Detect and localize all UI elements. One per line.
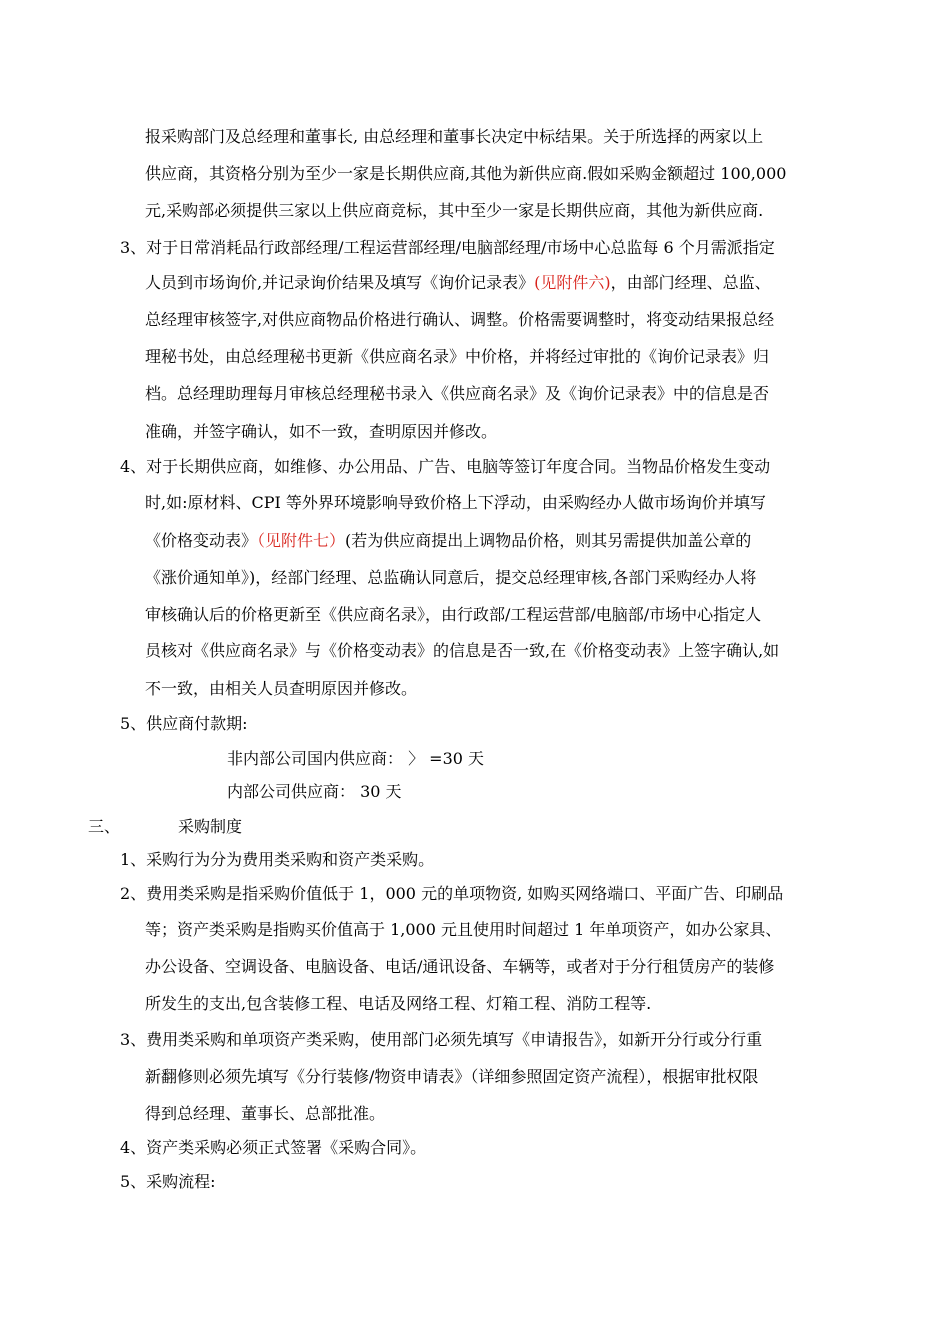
list-item-1: 1、采购行为分为费用类采购和资产类采购。: [120, 850, 435, 869]
section-heading: 采购制度: [178, 817, 243, 836]
text-line: 得到总经理、董事长、总部批准。: [145, 1104, 386, 1123]
list-item-5: 5、采购流程:: [120, 1172, 216, 1191]
list-item-3: 3、费用类采购和单项资产类采购，使用部门必须先填写《申请报告》，如新开分行或分行重: [120, 1030, 763, 1049]
text-line: 《涨价通知单》)，经部门经理、总监确认同意后，提交总经理审核,各部门采购经办人将: [145, 568, 757, 587]
text-line: 新翻修则必须先填写《分行装修/物资申请表》（详细参照固定资产流程），根据审批权限: [145, 1067, 759, 1086]
payment-term-domestic: 非内部公司国内供应商： 〉 =30 天: [227, 749, 485, 768]
text-line: 元,采购部必须提供三家以上供应商竞标，其中至少一家是长期供应商，其他为新供应商.: [145, 201, 764, 220]
list-item-5: 5、供应商付款期:: [120, 714, 248, 733]
attachment-reference: （见附件七）: [257, 531, 346, 550]
text-line: 《价格变动表》（见附件七）(若为供应商提出上调物品价格，则其另需提供加盖公章的: [145, 531, 752, 550]
text-line: 不一致，由相关人员查明原因并修改。: [145, 679, 418, 698]
text-line: 理秘书处，由总经理秘书更新《供应商名录》中价格，并将经过审批的《询价记录表》归: [145, 347, 770, 366]
text-line: 所发生的支出,包含装修工程、电话及网络工程、灯箱工程、消防工程等.: [145, 994, 652, 1013]
section-number: 三、: [88, 817, 121, 836]
list-item-4: 4、资产类采购必须正式签署《采购合同》。: [120, 1138, 427, 1157]
text-line: 等；资产类采购是指购买价值高于 1,000 元且使用时间超过 1 年单项资产，如办公家具、: [145, 920, 782, 939]
payment-term-internal: 内部公司供应商： 30 天: [227, 782, 402, 801]
text-line: 办公设备、空调设备、电脑设备、电话/通讯设备、车辆等，或者对于分行租赁房产的装修: [145, 957, 775, 976]
list-item-3: 3、对于日常消耗品行政部经理/工程运营部经理/电脑部经理/市场中心总监每 6 个月需派指定: [120, 238, 775, 257]
text-line: 总经理审核签字,对供应商物品价格进行确认、调整。价格需要调整时，将变动结果报总经: [145, 310, 775, 329]
text-line: 准确，并签字确认，如不一致，查明原因并修改。: [145, 422, 498, 441]
text-line: 时,如:原材料、CPI 等外界环境影响导致价格上下浮动，由采购经办人做市场询价并填写: [145, 493, 766, 512]
text-line: 审核确认后的价格更新至《供应商名录》，由行政部/工程运营部/电脑部/市场中心指定人: [145, 605, 762, 624]
text-line: 档。总经理助理每月审核总经理秘书录入《供应商名录》及《询价记录表》中的信息是否: [145, 384, 770, 403]
text-line: 人员到市场询价,并记录询价结果及填写《询价记录表》(见附件六)，由部门经理、总监、: [145, 273, 771, 292]
text-line: 供应商，其资格分别为至少一家是长期供应商,其他为新供应商.假如采购金额超过 100,000: [145, 164, 787, 183]
text-line: 报采购部门及总经理和董事长, 由总经理和董事长决定中标结果。关于所选择的两家以上: [145, 127, 764, 146]
list-item-4: 4、对于长期供应商，如维修、办公用品、广告、电脑等签订年度合同。当物品价格发生变动: [120, 457, 771, 476]
list-item-2: 2、费用类采购是指采购价值低于 1，000 元的单项物资, 如购买网络端口、平面广告、印刷品: [120, 884, 784, 903]
attachment-reference: (见附件六): [534, 273, 611, 292]
text-line: 员核对《供应商名录》与《价格变动表》的信息是否一致,在《价格变动表》上签字确认,如: [145, 641, 780, 660]
